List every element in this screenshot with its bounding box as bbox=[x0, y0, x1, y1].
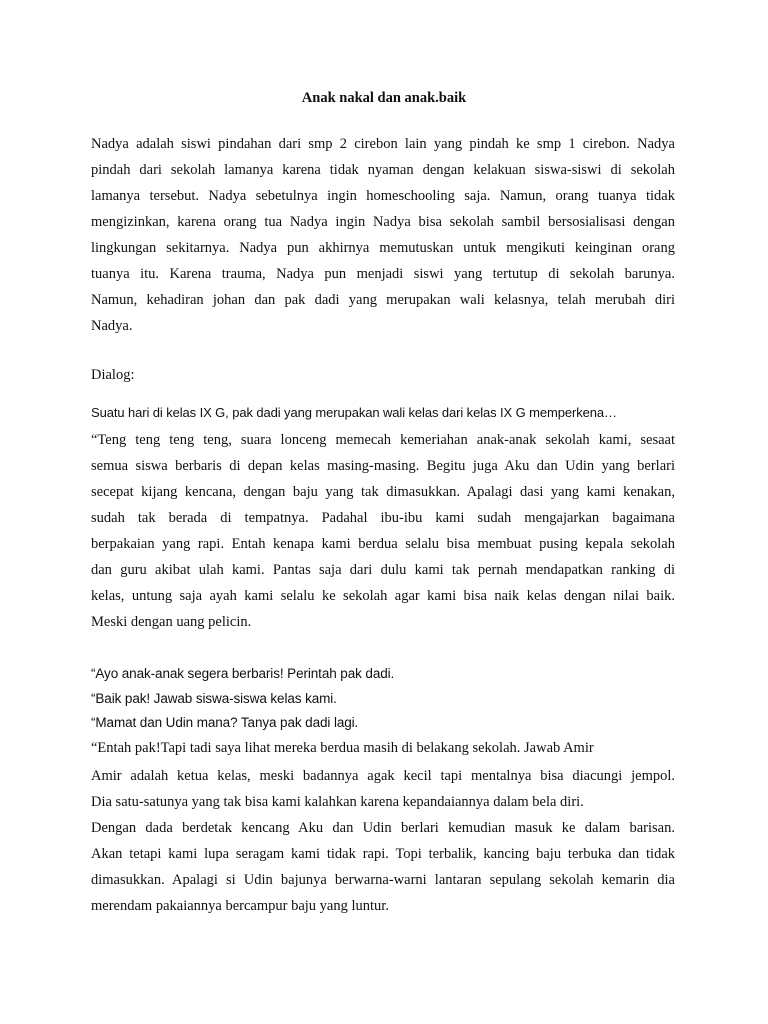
text-line: Nadya adalah siswi pindahan dari smp 2 cirebon lain yang pindah ke smp 1 cirebon. Nadya bbox=[91, 136, 675, 152]
scene-line: Suatu hari di kelas IX G, pak dadi yang merupakan wali kelas dari kelas IX G memperkena… bbox=[91, 405, 617, 420]
closing-paragraph bbox=[91, 815, 675, 919]
text-line: dan guru akibat ulah kami. Pantas saja dari dulu kami tak pernah mendapatkan ranking di bbox=[91, 562, 675, 578]
text-line: merendam pakaiannya bercampur baju yang luntur. bbox=[91, 898, 389, 914]
intro-paragraph bbox=[91, 131, 675, 339]
text-line: tuanya itu. Karena trauma, Nadya pun menjadi siswi yang tertutup di sekolah barunya. bbox=[91, 266, 675, 282]
text-line: sudah tak berada di tempatnya. Padahal ibu-ibu kami sudah mengajarkan bagaimana bbox=[91, 510, 675, 526]
text-line: dimasukkan. Apalagi si Udin bajunya berwarna-warni lantaran sepulang sekolah kemarin dia bbox=[91, 872, 675, 888]
text-line: berpakaian yang rapi. Entah kenapa kami berdua selalu bisa membuat pusing kepala sekolah bbox=[91, 536, 675, 552]
text-line: pindah dari sekolah lamanya karena tidak nyaman dengan kelakuan siswa-siswi di sekolah bbox=[91, 162, 675, 178]
text-line: Akan tetapi kami lupa seragam kami tidak rapi. Topi terbalik, kancing baju terbuka dan tidak bbox=[91, 846, 675, 862]
dialog-line: “Baik pak! Jawab siswa-siswa kelas kami. bbox=[91, 690, 337, 706]
text-line: Nadya. bbox=[91, 318, 133, 334]
story-paragraph bbox=[91, 427, 675, 635]
amir-paragraph bbox=[91, 763, 675, 815]
dialog-line: “Mamat dan Udin mana? Tanya pak dadi lagi. bbox=[91, 715, 359, 730]
text-line: Amir adalah ketua kelas, meski badannya agak kecil tapi mentalnya bisa diacungi jempol. bbox=[91, 768, 675, 784]
document-title: Anak nakal dan anak.baik bbox=[301, 90, 467, 106]
text-line: “Teng teng teng teng, suara lonceng memecah kemeriahan anak-anak sekolah kami, sesaat bbox=[91, 432, 675, 448]
dialog-lines bbox=[91, 662, 675, 760]
text-line: Dengan dada berdetak kencang Aku dan Udin berlari kemudian masuk ke dalam barisan. bbox=[91, 820, 675, 836]
text-line: Namun, kehadiran johan dan pak dadi yang merupakan wali kelasnya, telah merubah diri bbox=[91, 292, 675, 308]
text-line: mengizinkan, karena orang tua Nadya ingin Nadya bisa sekolah sambil bersosialisasi dengan bbox=[91, 214, 675, 230]
text-line: Dia satu-satunya yang tak bisa kami kalahkan karena kepandaiannya dalam bela diri. bbox=[91, 794, 584, 810]
dialog-line: “Ayo anak-anak segera berbaris! Perintah pak dadi. bbox=[91, 666, 395, 681]
text-line: Meski dengan uang pelicin. bbox=[91, 614, 252, 630]
dialog-label: Dialog: bbox=[91, 367, 135, 383]
text-line: lingkungan sekitarnya. Nadya pun akhirnya memutuskan untuk mengikuti keinginan orang bbox=[91, 240, 675, 256]
text-line: kelas, untung saja ayah kami selalu ke sekolah agar kami bisa naik kelas dengan nilai baik. bbox=[91, 588, 675, 604]
text-line: lamanya tersebut. Nadya sebetulnya ingin homeschooling saja. Namun, orang tuanya tidak bbox=[91, 188, 675, 204]
text-line: secepat kijang kencana, dengan baju yang tak dimasukkan. Apalagi dasi yang kami kenakan, bbox=[91, 484, 675, 500]
text-line: semua siswa berbaris di depan kelas masing-masing. Begitu juga Aku dan Udin yang berlari bbox=[91, 458, 675, 474]
dialog-line: “Entah pak!Tapi tadi saya lihat mereka berdua masih di belakang sekolah. Jawab Amir bbox=[91, 739, 594, 756]
